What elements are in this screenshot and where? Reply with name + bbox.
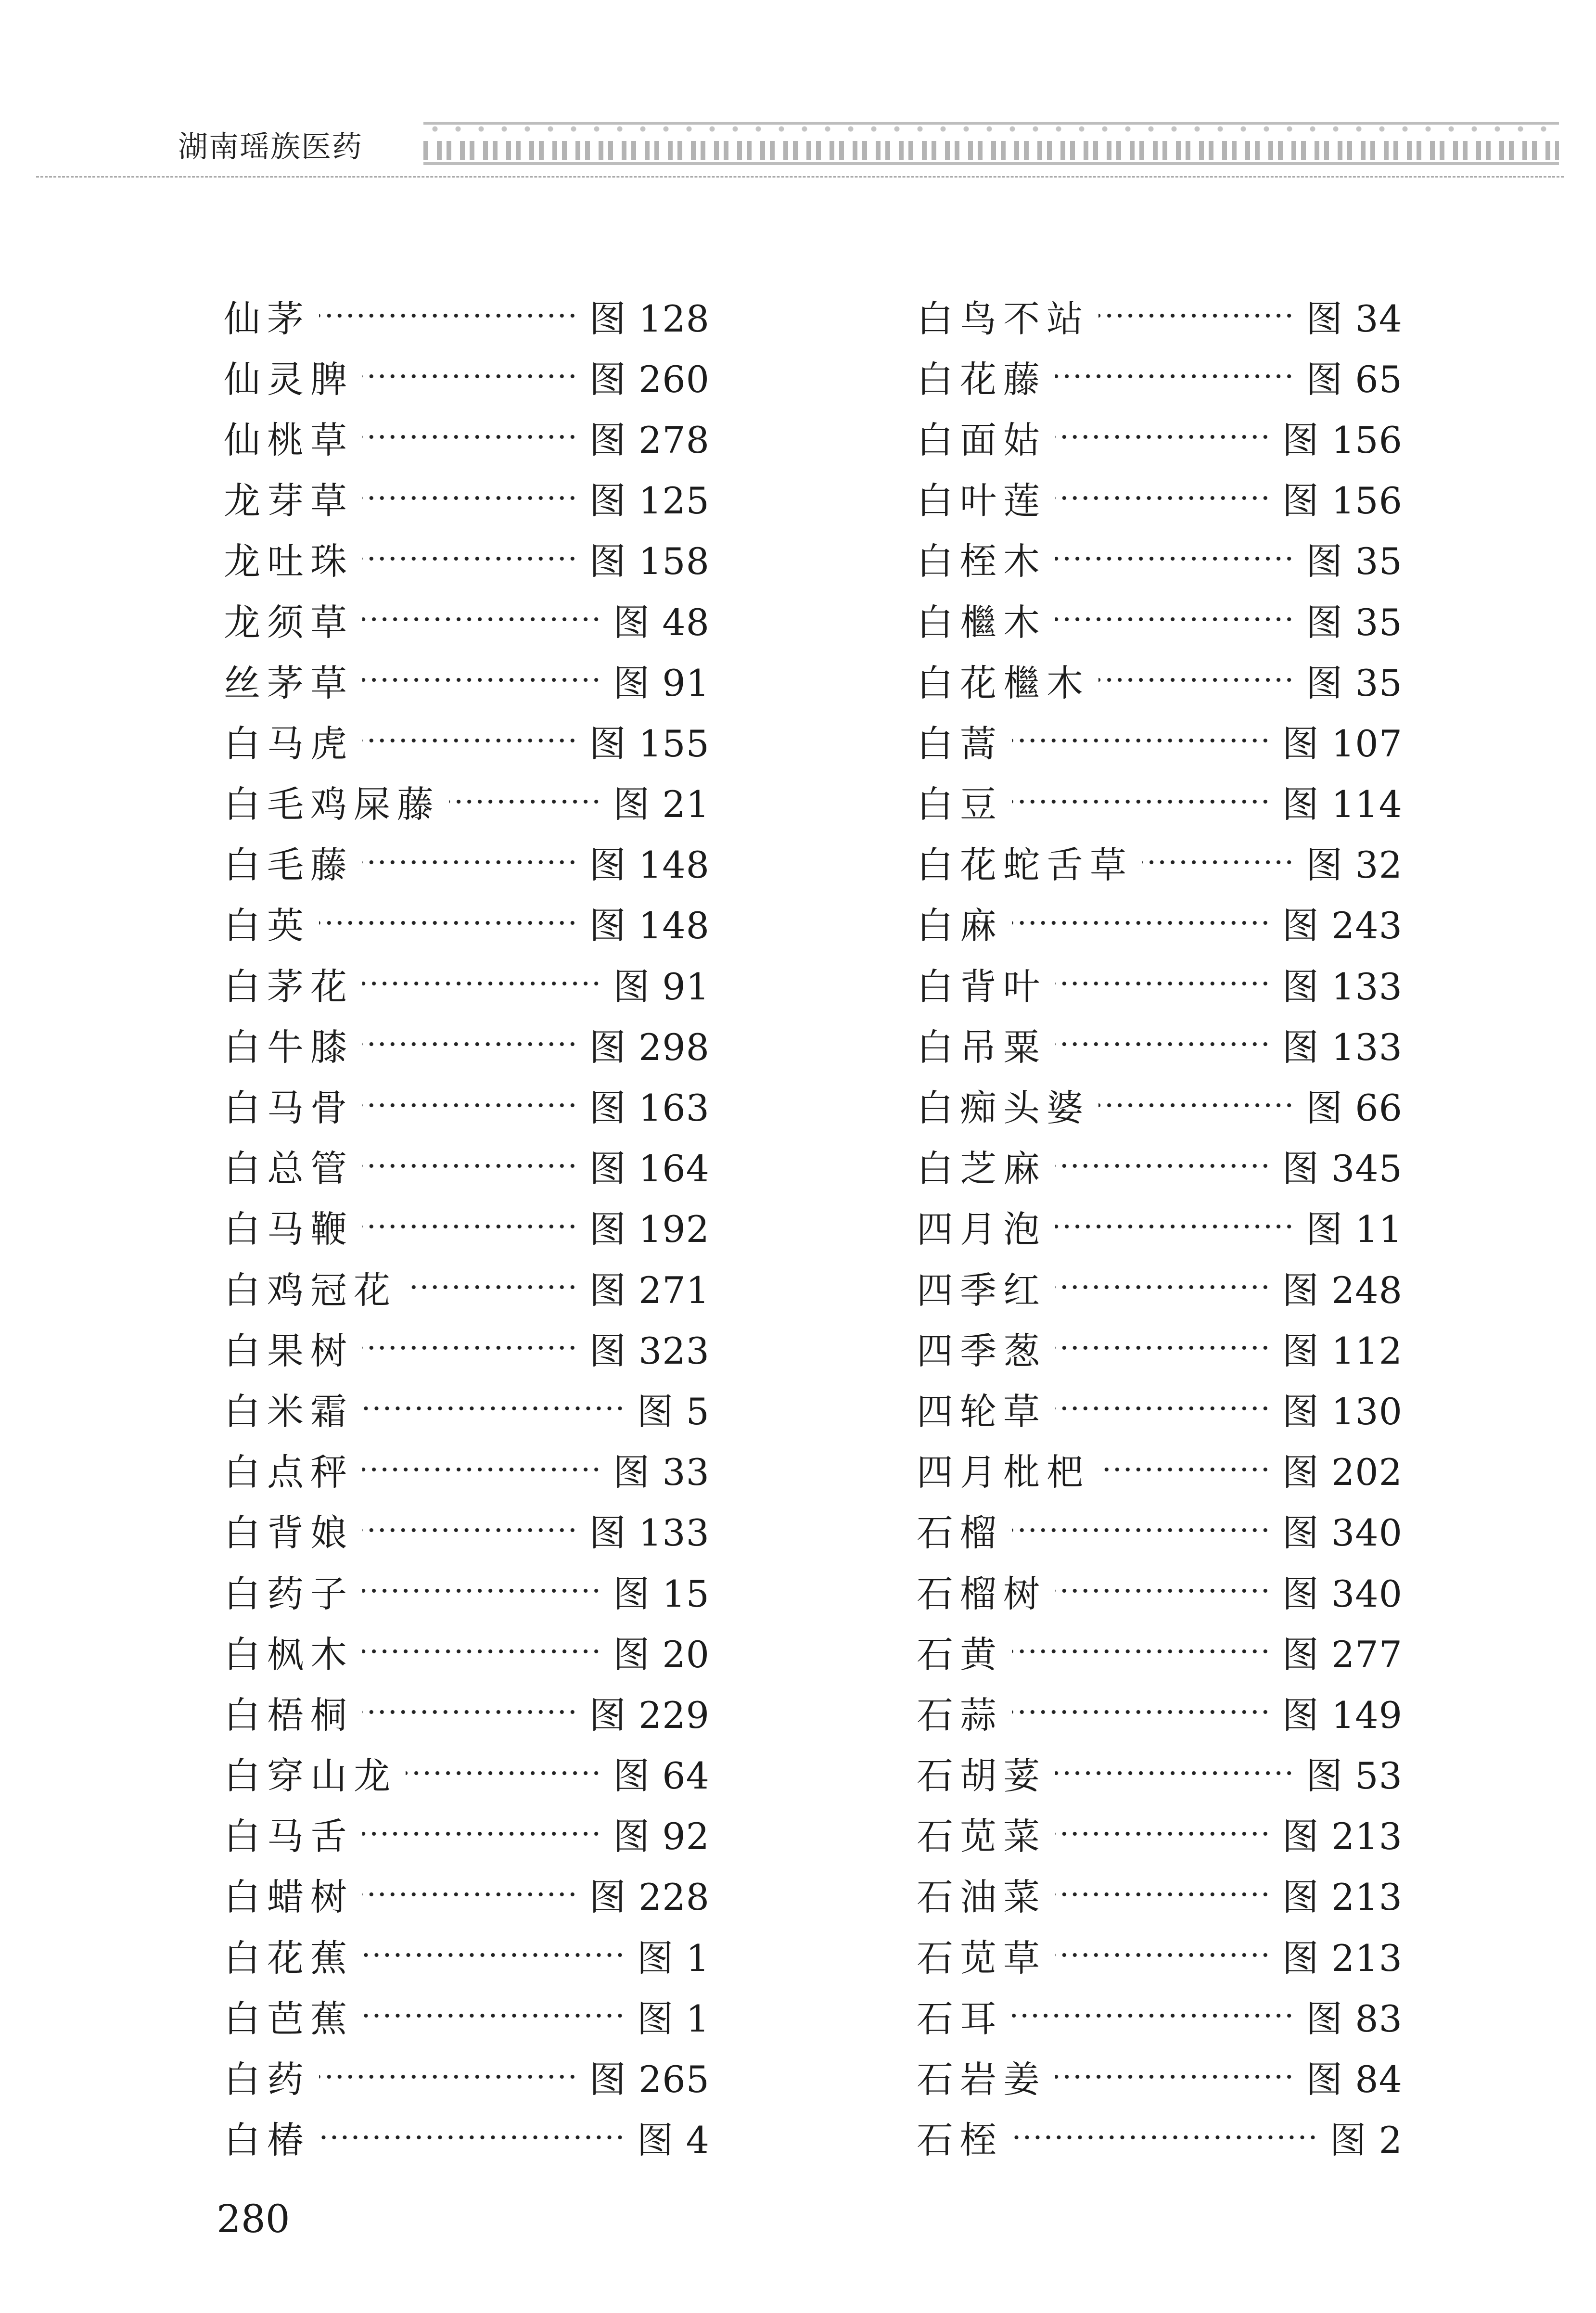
index-entry [224,953,710,1014]
figure-reference: 图 278 [589,418,710,461]
entry-name: 白马虎 [224,722,354,765]
dot-leader [1012,2135,1318,2140]
figure-reference: 图 130 [1282,1390,1403,1433]
figure-reference: 图 163 [589,1086,710,1130]
dot-leader [362,1649,601,1654]
dot-leader [1055,1345,1271,1350]
dot-leader [362,1953,625,1957]
figure-reference: 图 345 [1282,1147,1403,1190]
dot-leader [1055,496,1271,500]
figure-reference: 图 2 [1329,2119,1403,2162]
dot-leader [362,1163,578,1168]
index-entry [917,1621,1403,1682]
figure-reference: 图 213 [1282,1936,1403,1980]
dot-leader [1012,799,1271,804]
index-entry [917,1743,1403,1803]
dot-leader [362,981,601,986]
index-entry [917,1378,1403,1439]
figure-reference: 图 84 [1306,2058,1403,2101]
index-entry [917,832,1403,893]
index-entry [917,953,1403,1014]
index-entry [224,407,710,467]
dot-leader [1055,2074,1294,2079]
figure-reference: 图 213 [1282,1876,1403,1919]
dot-leader [1012,738,1271,743]
index-entry [917,1560,1403,1621]
index-entry [917,710,1403,771]
figure-reference: 图 35 [1306,601,1403,644]
index-entry [224,1985,710,2046]
figure-reference: 图 35 [1306,661,1403,704]
dot-leader [362,617,601,622]
dot-leader [1055,434,1271,439]
index-entry [917,468,1403,528]
index-entry [917,1925,1403,1985]
index-entry [917,771,1403,832]
entry-name: 白蜡树 [224,1876,354,1919]
entry-name: 白背叶 [917,965,1047,1008]
page-header [178,113,1559,176]
index-entry [917,1682,1403,1742]
entry-name: 丝茅草 [224,661,354,704]
index-entry [224,468,710,528]
dot-leader [1055,1892,1271,1897]
index-entry [224,528,710,589]
dot-leader [1055,374,1294,379]
dot-leader [362,1710,578,1714]
entry-name: 四季红 [917,1268,1047,1312]
dot-leader [362,677,601,682]
figure-reference: 图 1 [637,1997,710,2040]
entry-name: 白毛藤 [224,843,354,887]
entry-name: 石油菜 [917,1876,1047,1919]
entry-name: 石蒜 [917,1693,1003,1737]
figure-reference: 图 64 [613,1754,710,1798]
entry-name: 四季葱 [917,1329,1047,1372]
figure-reference: 图 1 [637,1936,710,1980]
figure-reference: 图 323 [589,1329,710,1372]
figure-reference: 图 340 [1282,1511,1403,1555]
figure-reference: 图 228 [589,1876,710,1919]
index-entry [224,2046,710,2107]
entry-name: 石榴 [917,1511,1003,1555]
figure-reference: 图 91 [613,661,710,704]
dot-leader [362,1528,578,1533]
index-entry [917,893,1403,953]
entry-name: 白花檵木 [917,661,1090,704]
figure-reference: 图 243 [1282,904,1403,947]
index-entry [917,1196,1403,1257]
index-entry [224,1378,710,1439]
dot-leader [1012,920,1271,925]
index-entry [917,650,1403,710]
entry-name: 石桎 [917,2119,1003,2162]
entry-name: 白米霜 [224,1390,354,1433]
entry-name: 龙须草 [224,601,354,644]
dot-leader [1098,677,1294,682]
figure-reference: 图 155 [589,722,710,765]
entry-name: 白背娘 [224,1511,354,1555]
dot-leader [362,374,578,379]
figure-reference: 图 265 [589,2058,710,2101]
figure-reference: 图 202 [1282,1451,1403,1494]
dot-leader [1055,981,1271,986]
dot-leader [362,1042,578,1047]
dot-leader [406,1771,601,1776]
index-entry [917,1074,1403,1135]
dot-leader [1055,1224,1294,1229]
running-head-title: 湖南瑶族医药 [178,129,363,164]
dot-leader [1055,1406,1271,1411]
entry-name: 龙吐珠 [224,540,354,583]
figure-reference: 图 156 [1282,418,1403,461]
index-entry [917,1317,1403,1378]
index-entry [917,1500,1403,1560]
figure-reference: 图 149 [1282,1693,1403,1737]
dot-leader [362,2013,625,2018]
figure-reference: 图 35 [1306,540,1403,583]
index-entry [917,1014,1403,1074]
dot-leader [362,860,578,865]
index-entry [224,1317,710,1378]
figure-reference: 图 298 [589,1025,710,1069]
entry-name: 石耳 [917,1997,1003,2040]
dot-leader [362,1892,578,1897]
figure-reference: 图 11 [1306,1208,1403,1251]
index-entry [917,1985,1403,2046]
dot-leader [362,1588,601,1593]
entry-name: 石岩姜 [917,2058,1047,2101]
dot-leader [1012,1649,1271,1654]
dot-leader [362,1406,625,1411]
entry-name: 白英 [224,904,310,947]
dot-leader [319,313,578,318]
index-entry [224,1621,710,1682]
entry-name: 石榴树 [917,1572,1047,1615]
entry-name: 白面姑 [917,418,1047,461]
figure-reference: 图 148 [589,843,710,887]
decorative-border-pattern [423,122,1559,165]
header-rule [36,176,1564,178]
entry-name: 白马骨 [224,1086,354,1130]
figure-reference: 图 158 [589,540,710,583]
figure-reference: 图 248 [1282,1268,1403,1312]
figure-reference: 图 125 [589,479,710,523]
entry-name: 石胡荽 [917,1754,1047,1798]
dot-leader [1098,1103,1294,1108]
index-entry [224,1439,710,1500]
dot-leader [362,556,578,561]
index-entry [917,1136,1403,1196]
figure-reference: 图 66 [1306,1086,1403,1130]
index-entry [917,528,1403,589]
dot-leader [1012,1528,1271,1533]
index-entry [224,1136,710,1196]
figure-reference: 图 83 [1306,1997,1403,2040]
entry-name: 白叶莲 [917,479,1047,523]
entry-name: 白豆 [917,783,1003,826]
index-entry [224,2107,710,2168]
entry-name: 白药 [224,2058,310,2101]
dot-leader [1098,1467,1271,1472]
entry-name: 白吊粟 [917,1025,1047,1069]
index-column-left [224,285,710,2168]
figure-reference: 图 340 [1282,1572,1403,1615]
figure-reference: 图 33 [613,1451,710,1494]
figure-reference: 图 107 [1282,722,1403,765]
figure-reference: 图 133 [1282,965,1403,1008]
figure-reference: 图 114 [1282,783,1403,826]
entry-name: 白马鞭 [224,1208,354,1251]
entry-name: 白蒿 [917,722,1003,765]
index-entry [917,1257,1403,1317]
entry-name: 石苋草 [917,1936,1047,1980]
entry-name: 石苋菜 [917,1815,1047,1858]
dot-leader [362,738,578,743]
dot-leader [1055,1163,1271,1168]
entry-name: 白药子 [224,1572,354,1615]
figure-reference: 图 271 [589,1268,710,1312]
index-entry [224,771,710,832]
figure-reference: 图 133 [1282,1025,1403,1069]
dot-leader [362,1467,601,1472]
figure-reference: 图 20 [613,1633,710,1676]
figure-reference: 图 229 [589,1693,710,1737]
figure-reference: 图 213 [1282,1815,1403,1858]
figure-reference: 图 53 [1306,1754,1403,1798]
figure-reference: 图 48 [613,601,710,644]
dot-leader [362,1224,578,1229]
index-entry [224,1196,710,1257]
entry-name: 白花藤 [917,358,1047,401]
figure-reference: 图 277 [1282,1633,1403,1676]
index-entry [224,346,710,407]
index-entry [224,1560,710,1621]
figure-reference: 图 34 [1306,297,1403,340]
entry-name: 白椿 [224,2119,310,2162]
dot-leader [1055,1953,1271,1957]
entry-name: 白点秤 [224,1451,354,1494]
index-entry [917,1803,1403,1864]
figure-reference: 图 21 [613,783,710,826]
figure-reference: 图 133 [589,1511,710,1555]
dot-leader [362,1103,578,1108]
entry-name: 白麻 [917,904,1003,947]
figure-reference: 图 164 [589,1147,710,1190]
entry-name: 白梧桐 [224,1693,354,1737]
entry-name: 四月泡 [917,1208,1047,1251]
figure-reference: 图 4 [637,2119,710,2162]
entry-name: 白穿山龙 [224,1754,397,1798]
index-entry [224,893,710,953]
figure-reference: 图 5 [637,1390,710,1433]
index-entry [917,2107,1403,2168]
index-entry [917,2046,1403,2107]
entry-name: 白鸡冠花 [224,1268,397,1312]
figure-reference: 图 15 [613,1572,710,1615]
index-entry [224,650,710,710]
index-entry [917,285,1403,346]
index-entry [224,1500,710,1560]
index-entry [224,1682,710,1742]
entry-name: 仙桃草 [224,418,354,461]
dot-leader [362,496,578,500]
index-entry [917,1864,1403,1925]
dot-leader [1098,313,1294,318]
figure-reference: 图 148 [589,904,710,947]
entry-name: 四月枇杷 [917,1451,1090,1494]
dot-leader [406,1285,578,1290]
index-entry [224,1864,710,1925]
dot-leader [1055,617,1294,622]
dot-leader [1055,1042,1271,1047]
index-entry [224,832,710,893]
entry-name: 石黄 [917,1633,1003,1676]
dot-leader [1055,1771,1294,1776]
entry-name: 白牛膝 [224,1025,354,1069]
entry-name: 龙芽草 [224,479,354,523]
index-entry [224,1925,710,1985]
entry-name: 白花蕉 [224,1936,354,1980]
figure-reference: 图 91 [613,965,710,1008]
entry-name: 白茅花 [224,965,354,1008]
index-entry [224,285,710,346]
entry-name: 白痴头婆 [917,1086,1090,1130]
dot-leader [1012,1710,1271,1714]
figure-reference: 图 192 [589,1208,710,1251]
entry-name: 四轮草 [917,1390,1047,1433]
figure-reference: 图 260 [589,358,710,401]
dot-leader [362,434,578,439]
figure-reference: 图 32 [1306,843,1403,887]
entry-name: 白果树 [224,1329,354,1372]
entry-name: 白毛鸡屎藤 [224,783,440,826]
index-entry [224,710,710,771]
entry-name: 白桎木 [917,540,1047,583]
entry-name: 白枫木 [224,1633,354,1676]
index-entry [224,589,710,650]
index-entry [917,346,1403,407]
dot-leader [449,799,601,804]
dot-leader [1055,1831,1271,1836]
figure-reference: 图 156 [1282,479,1403,523]
figure-reference: 图 65 [1306,358,1403,401]
index-entry [917,407,1403,467]
index-entry [224,1074,710,1135]
dot-leader [362,1345,578,1350]
entry-name: 白总管 [224,1147,354,1190]
index-entry [224,1014,710,1074]
dot-leader [319,920,578,925]
index-entry [917,589,1403,650]
entry-name: 白鸟不站 [917,297,1090,340]
entry-name: 仙灵脾 [224,358,354,401]
index-entry [224,1743,710,1803]
page-number: 280 [217,2197,290,2241]
entry-name: 白芭蕉 [224,1997,354,2040]
dot-leader [1055,1285,1271,1290]
entry-name: 白檵木 [917,601,1047,644]
index-entry [224,1257,710,1317]
dot-leader [319,2135,625,2140]
figure-reference: 图 112 [1282,1329,1403,1372]
index-column-right [917,285,1403,2168]
dot-leader [1012,2013,1294,2018]
entry-name: 白马舌 [224,1815,354,1858]
dot-leader [1055,1588,1271,1593]
dot-leader [319,2074,578,2079]
figure-reference: 图 128 [589,297,710,340]
entry-name: 白花蛇舌草 [917,843,1133,887]
dot-leader [1142,860,1294,865]
dot-leader [362,1831,601,1836]
figure-reference: 图 92 [613,1815,710,1858]
index-entry [224,1803,710,1864]
entry-name: 白芝麻 [917,1147,1047,1190]
entry-name: 仙茅 [224,297,310,340]
index-entry [917,1439,1403,1500]
dot-leader [1055,556,1294,561]
